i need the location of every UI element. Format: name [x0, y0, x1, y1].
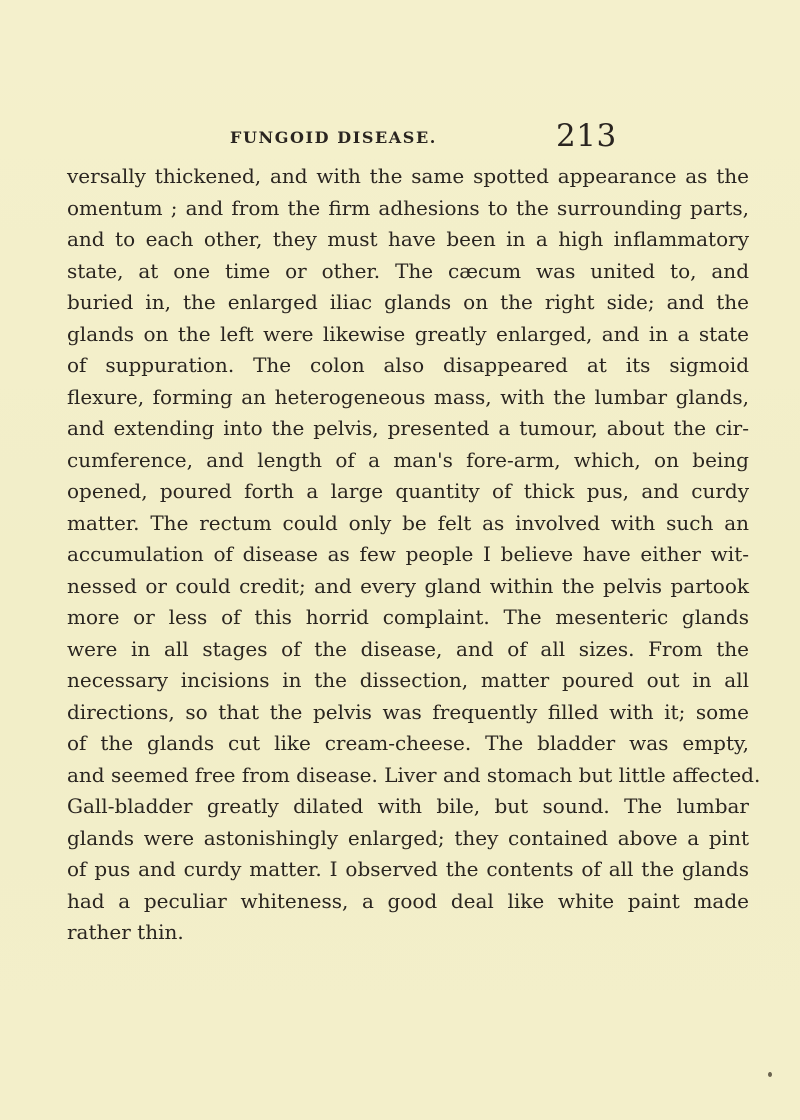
- text-line: versally thickened, and with the same spotted appearance as the: [67, 164, 749, 188]
- text-line: of suppuration. The colon also disappeared at its sigmoid: [67, 353, 749, 377]
- body-text: [67, 161, 761, 949]
- text-line: cumference, and length of a man's fore-arm, which, on being: [67, 447, 749, 472]
- text-line: and extending into the pelvis, presented a tumour, about the cir-: [67, 416, 749, 440]
- text-line: had a peculiar whiteness, a good deal like white paint made: [67, 888, 749, 913]
- text-line: buried in, the enlarged iliac glands on the right side; and the: [67, 290, 749, 314]
- text-line: matter. The rectum could only be felt as involved with such an: [67, 510, 749, 535]
- text-line: and to each other, they must have been in a high inflammatory: [67, 227, 749, 251]
- running-head: [0, 118, 800, 158]
- running-title: FUNGOID DISEASE.: [230, 128, 437, 147]
- text-line: directions, so that the pelvis was frequently filled with it; some: [67, 699, 749, 724]
- text-line: glands were astonishingly enlarged; they contained above a pint: [67, 825, 749, 850]
- page-number: 213: [556, 118, 617, 154]
- text-line: and seemed free from disease. Liver and stomach but little affected.: [67, 762, 761, 787]
- text-line-last: rather thin.: [67, 920, 184, 944]
- text-line: more or less of this horrid complaint. The mesenteric glands: [67, 605, 749, 629]
- text-line: of the glands cut like cream-cheese. The bladder was empty,: [67, 731, 749, 755]
- text-line: state, at one time or other. The cæcum was united to, and: [67, 258, 749, 283]
- text-line: of pus and curdy matter. I observed the contents of all the glands: [67, 857, 749, 881]
- text-line: accumulation of disease as few people I believe have either wit-: [67, 542, 749, 566]
- text-line: necessary incisions in the dissection, matter poured out in all: [67, 668, 749, 692]
- text-line: Gall-bladder greatly dilated with bile, but sound. The lumbar: [67, 794, 749, 818]
- text-line: nessed or could credit; and every gland within the pelvis partook: [67, 573, 749, 598]
- ink-speck: [768, 1072, 772, 1077]
- text-line: omentum ; and from the firm adhesions to the surrounding parts,: [67, 195, 749, 220]
- text-line: glands on the left were likewise greatly enlarged, and in a state: [67, 321, 749, 346]
- text-line: were in all stages of the disease, and of all sizes. From the: [67, 636, 749, 661]
- text-line: flexure, forming an heterogeneous mass, with the lumbar glands,: [67, 384, 749, 409]
- text-line: opened, poured forth a large quantity of thick pus, and curdy: [67, 479, 749, 503]
